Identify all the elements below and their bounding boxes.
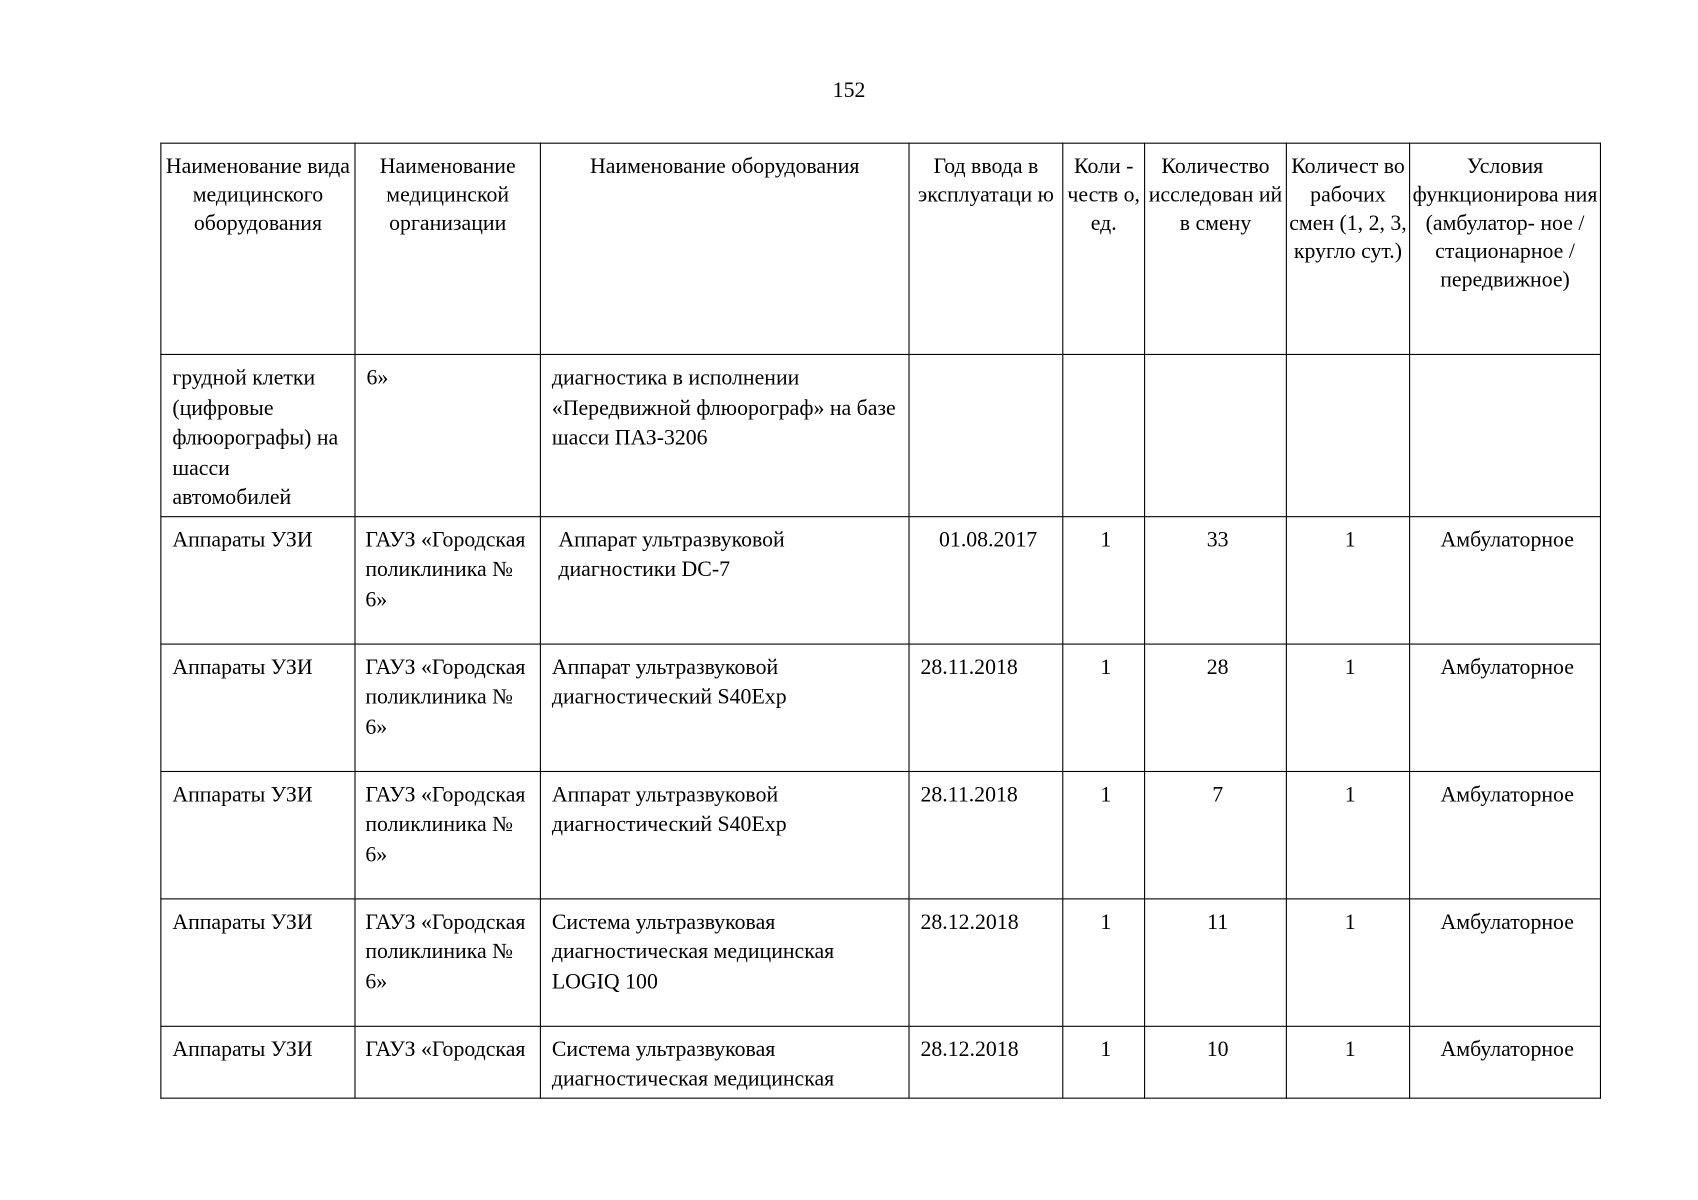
header-studies-per-shift: Количество исследован ий в смену	[1145, 143, 1287, 354]
equipment-table	[160, 143, 1601, 1099]
table-row	[161, 354, 1601, 516]
cell-equipment-type: Аппараты УЗИ	[161, 516, 355, 643]
cell-work-shifts: 1	[1286, 1026, 1409, 1098]
cell-equipment-name: диагностика в исполнении «Передвижной флюорограф» на базе шасси ПАЗ-3206	[540, 354, 909, 516]
cell-equipment-type: Аппараты УЗИ	[161, 771, 355, 898]
cell-studies-per-shift: 33	[1145, 516, 1287, 643]
cell-equipment-name: Аппарат ультразвуковой диагностики DC-7	[540, 516, 909, 643]
cell-work-shifts: 1	[1286, 771, 1409, 898]
header-work-shifts: Количест во рабочих смен (1, 2, 3, кругло сут.)	[1286, 143, 1409, 354]
cell-studies-per-shift	[1145, 354, 1287, 516]
cell-organization: ГАУЗ «Городская поликлиника № 6»	[355, 644, 540, 771]
cell-commission-year: 01.08.2017	[909, 516, 1063, 643]
cell-operating-conditions: Амбулаторное	[1410, 771, 1601, 898]
cell-work-shifts: 1	[1286, 898, 1409, 1025]
cell-quantity: 1	[1063, 1026, 1145, 1098]
cell-commission-year: 28.11.2018	[909, 644, 1063, 771]
header-equipment-name: Наименование оборудования	[540, 143, 909, 354]
cell-commission-year: 28.12.2018	[909, 898, 1063, 1025]
cell-quantity: 1	[1063, 516, 1145, 643]
header-operating-conditions: Условия функционирова ния (амбулатор- ное / стационарное / передвижное)	[1410, 143, 1601, 354]
cell-equipment-name: Система ультразвуковая диагностическая медицинская LOGIQ 100	[540, 898, 909, 1025]
cell-quantity	[1063, 354, 1145, 516]
cell-quantity: 1	[1063, 898, 1145, 1025]
cell-studies-per-shift: 7	[1145, 771, 1287, 898]
cell-organization: ГАУЗ «Городская поликлиника № 6»	[355, 898, 540, 1025]
table-row	[161, 516, 1601, 643]
cell-studies-per-shift: 11	[1145, 898, 1287, 1025]
cell-equipment-type: Аппараты УЗИ	[161, 1026, 355, 1098]
header-commission-year: Год ввода в эксплуатаци ю	[909, 143, 1063, 354]
cell-operating-conditions: Амбулаторное	[1410, 898, 1601, 1025]
cell-organization: ГАУЗ «Городская поликлиника № 6»	[355, 516, 540, 643]
cell-operating-conditions: Амбулаторное	[1410, 1026, 1601, 1098]
cell-equipment-type: грудной клетки (цифровые флюорографы) на шасси автомобилей	[161, 354, 355, 516]
cell-operating-conditions: Амбулаторное	[1410, 644, 1601, 771]
cell-quantity: 1	[1063, 771, 1145, 898]
cell-commission-year: 28.12.2018	[909, 1026, 1063, 1098]
cell-commission-year: 28.11.2018	[909, 771, 1063, 898]
table-header-row	[161, 143, 1601, 354]
header-organization: Наименование медицинской организации	[355, 143, 540, 354]
cell-equipment-name: Аппарат ультразвуковой диагностический S40Exp	[540, 644, 909, 771]
cell-commission-year	[909, 354, 1063, 516]
cell-studies-per-shift: 10	[1145, 1026, 1287, 1098]
cell-quantity: 1	[1063, 644, 1145, 771]
cell-work-shifts: 1	[1286, 644, 1409, 771]
table-row	[161, 898, 1601, 1025]
header-equipment-type: Наименование вида медицинского оборудования	[161, 143, 355, 354]
cell-equipment-type: Аппараты УЗИ	[161, 898, 355, 1025]
cell-work-shifts	[1286, 354, 1409, 516]
cell-equipment-name: Аппарат ультразвуковой диагностический S40Exp	[540, 771, 909, 898]
cell-studies-per-shift: 28	[1145, 644, 1287, 771]
cell-organization: ГАУЗ «Городская поликлиника № 6»	[355, 771, 540, 898]
cell-work-shifts: 1	[1286, 516, 1409, 643]
cell-equipment-type: Аппараты УЗИ	[161, 644, 355, 771]
table-row	[161, 1026, 1601, 1098]
header-quantity: Коли - честв о, ед.	[1063, 143, 1145, 354]
cell-equipment-name: Система ультразвуковая диагностическая медицинская	[540, 1026, 909, 1098]
table-row	[161, 644, 1601, 771]
cell-organization: ГАУЗ «Городская	[355, 1026, 540, 1098]
page-number: 152	[832, 78, 866, 103]
cell-operating-conditions: Амбулаторное	[1410, 516, 1601, 643]
cell-organization: 6»	[355, 354, 540, 516]
table-row	[161, 771, 1601, 898]
cell-operating-conditions	[1410, 354, 1601, 516]
